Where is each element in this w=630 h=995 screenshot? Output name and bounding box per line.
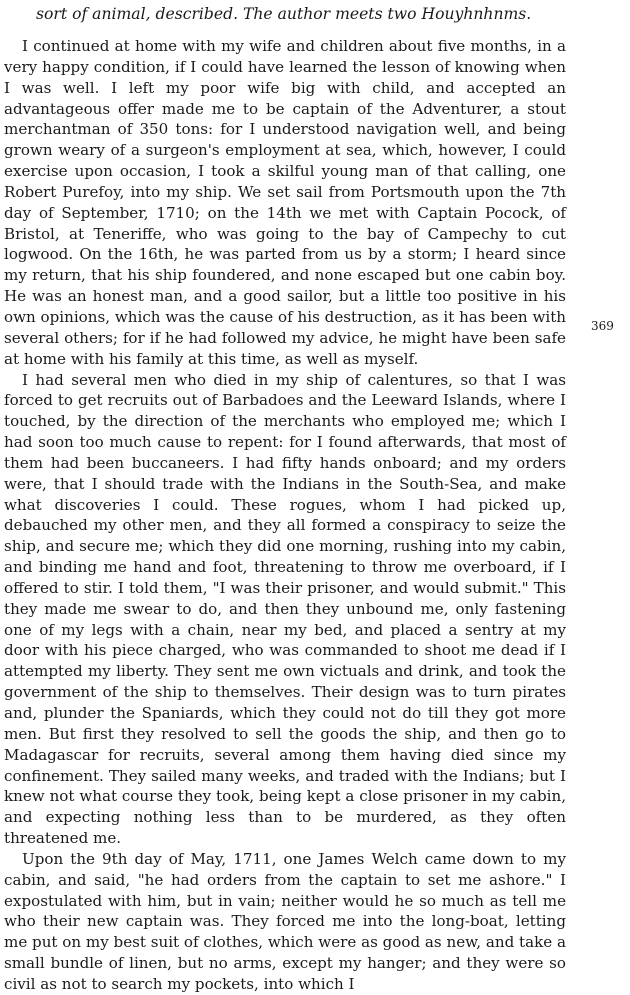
paragraph-2: I had several men who died in my ship of calentures, so that I was forced to get recruits out of Barbadoes and the Leeward Islands, where I touched, by the direction of the merchants who employed me; which I had soon too much cause to repent: for I found afterwards, that most of them had been buccaneers. I had fifty hands onboard; and my orders were, that I should trade with the Indians in the South-Sea, and make what discoveries I could. These rogues, whom I had picked up, debauched my other men, and they all formed a conspiracy to seize the ship, and secure me; which they did one morning, rushing into my cabin, and binding me hand and foot, threatening to throw me overboard, if I offered to stir. I told them, "I was their prisoner, and would submit." This they made me swear to do, and then they unbound me, only fastening one of my legs with a chain, near my bed, and placed a sentry at my door with his piece charged, who was commanded to shoot me dead if I attempted my liberty. They sent me own victuals and drink, and took the government of the ship to themselves. Their design was to turn pirates and, plunder the Spaniards, which they could not do till they got more men. But first they resolved to sell the goods the ship, and then go to Madagascar for recruits, several among them having died since my confinement. They sailed many weeks, and traded with the Indians; but I knew not what course they took, being kept a close prisoner in my cabin, and expecting nothing less than to be murdered, as they often threatened me. [4,370,566,848]
chapter-heading-tail: sort of animal, described. The author meets two Houyhnhnms. [36,5,532,23]
body-text [4,36,566,995]
page-number: 369 [591,319,614,333]
paragraph-1: I continued at home with my wife and children about five months, in a very happy condition, if I could have learned the lesson of knowing when I was well. I left my poor wife big with child, and accepted an advantageous offer made me to be captain of the Adventurer, a stout merchantman of 350 tons: for I understood navigation well, and being grown weary of a surgeon's employment at sea, which, however, I could exercise upon occasion, I took a skilful young man of that calling, one Robert Purefoy, into my ship. We set sail from Portsmouth upon the 7th day of September, 1710; on the 14th we met with Captain Pocock, of Bristol, at Teneriffe, who was going to the bay of Campechy to cut logwood. On the 16th, he was parted from us by a storm; I heard since my return, that his ship foundered, and none escaped but one cabin boy. He was an honest man, and a good sailor, but a little too positive in his own opinions, which was the cause of his destruction, as it has been with several others; for if he had followed my advice, he might have been safe at home with his family at this time, as well as myself. [4,37,566,368]
paragraph-3: Upon the 9th day of May, 1711, one James Welch came down to my cabin, and said, "he had orders from the captain to set me ashore." I expostulated with him, but in vain; neither would he so much as tell me who their new captain was. They forced me into the long-boat, letting me put on my best suit of clothes, which were as good as new, and take a small bundle of linen, but no arms, except my hanger; and they were so civil as not to search my pockets, into which I [4,849,566,993]
